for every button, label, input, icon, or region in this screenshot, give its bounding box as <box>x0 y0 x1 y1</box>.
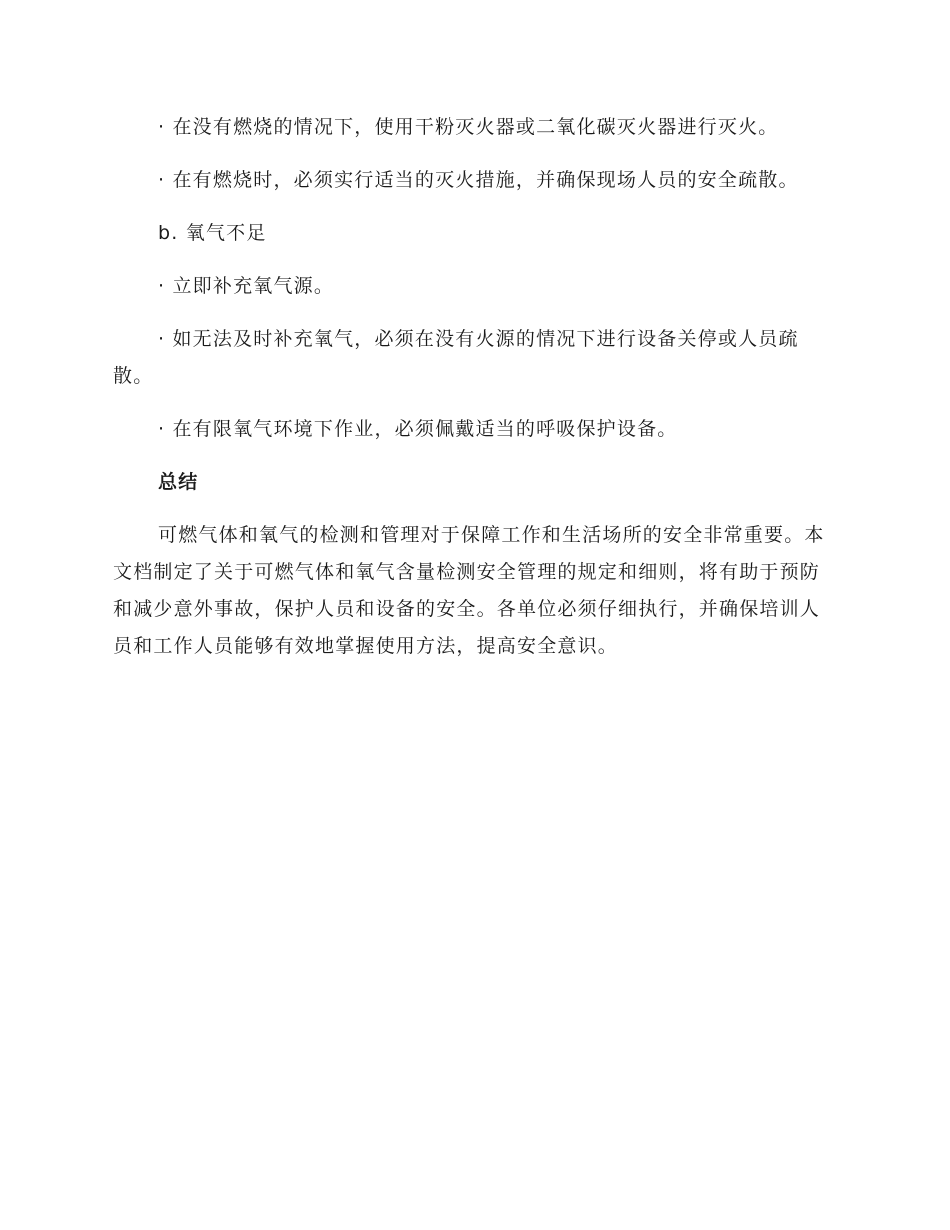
list-item: · 如无法及时补充氧气，必须在没有火源的情况下进行设备关停或人员疏散。 <box>113 328 799 387</box>
list-item: · 立即补充氧气源。 <box>158 275 335 297</box>
list-item: · 在有限氧气环境下作业，必须佩戴适当的呼吸保护设备。 <box>158 418 678 440</box>
document-body <box>113 109 833 665</box>
summary-heading: 总结 <box>158 471 199 493</box>
summary-paragraph: 可燃气体和氧气的检测和管理对于保障工作和生活场所的安全非常重要。本文档制定了关于可燃气体和氧气含量检测安全管理的规定和细则，将有助于预防和减少意外事故，保护人员和设备的安全。各单位必须仔细执行，并确保培训人员和工作人员能够有效地掌握使用方法，提高安全意识。 <box>113 524 825 657</box>
list-item: · 在有燃烧时，必须实行适当的灭火措施，并确保现场人员的安全疏散。 <box>158 169 799 191</box>
list-item: · 在没有燃烧的情况下，使用干粉灭火器或二氧化碳灭火器进行灭火。 <box>158 116 779 138</box>
subsection-label: b. 氧气不足 <box>158 222 267 244</box>
